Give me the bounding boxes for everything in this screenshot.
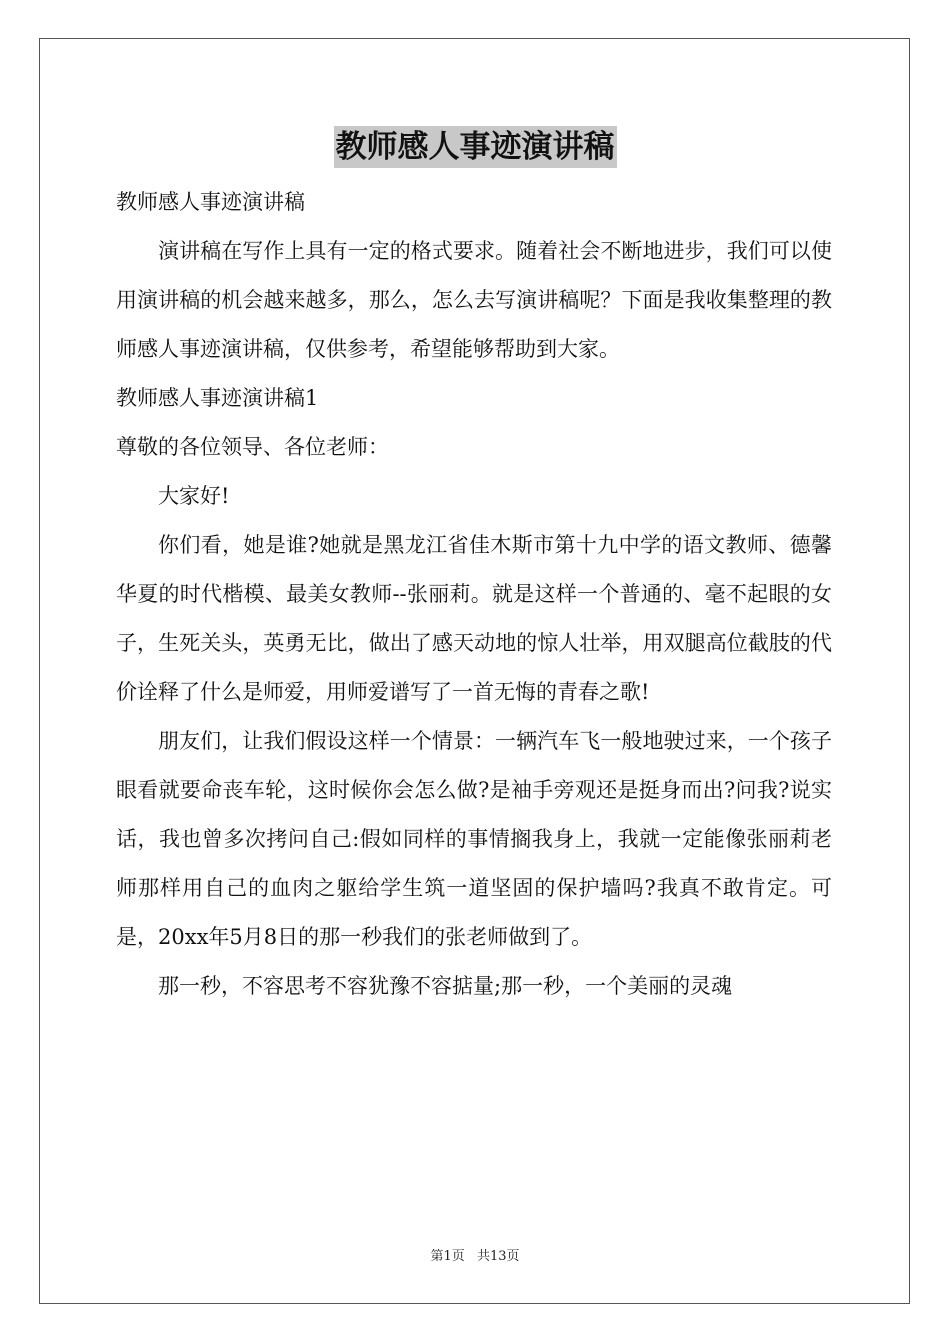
title-container	[0, 126, 950, 168]
page-number: 第1页	[430, 1249, 465, 1264]
body-paragraph: 朋友们，让我们假设这样一个情景：一辆汽车飞一般地驶过来，一个孩子眼看就要命丧车轮，这时候你会怎么做?是袖手旁观还是挺身而出?问我?说实话，我也曾多次拷问自己:假如同样的事情搁我身上，我就一定能像张丽莉老师那样用自己的血肉之躯给学生筑一道坚固的保护墙吗?我真不敢肯定。可是，20xx年5月8日的那一秒我们的张老师做到了。	[116, 729, 832, 949]
salutation-paragraph: 尊敬的各位领导、各位老师：	[116, 435, 389, 459]
document-body	[116, 178, 832, 1011]
intro-paragraph: 演讲稿在写作上具有一定的格式要求。随着社会不断地进步，我们可以使用演讲稿的机会越来越多，那么，怎么去写演讲稿呢？下面是我收集整理的教师感人事迹演讲稿，仅供参考，希望能够帮助到大家。	[116, 239, 832, 361]
document-title: 教师感人事迹演讲稿	[334, 126, 617, 168]
total-pages: 共13页	[476, 1249, 520, 1264]
greeting-paragraph: 大家好!	[158, 484, 230, 508]
page-footer	[0, 1247, 950, 1267]
body-paragraph: 你们看，她是谁?她就是黑龙江省佳木斯市第十九中学的语文教师、德馨华夏的时代楷模、最美女教师--张丽莉。就是这样一个普通的、毫不起眼的女子，生死关头，英勇无比，做出了感天动地的惊人壮举，用双腿高位截肢的代价诠释了什么是师爱，用师爱谱写了一首无悔的青春之歌!	[116, 533, 832, 704]
section-heading: 教师感人事迹演讲稿1	[116, 386, 319, 410]
subtitle-paragraph: 教师感人事迹演讲稿	[116, 190, 305, 214]
body-paragraph: 那一秒，不容思考不容犹豫不容掂量;那一秒，一个美丽的灵魂	[158, 974, 733, 998]
